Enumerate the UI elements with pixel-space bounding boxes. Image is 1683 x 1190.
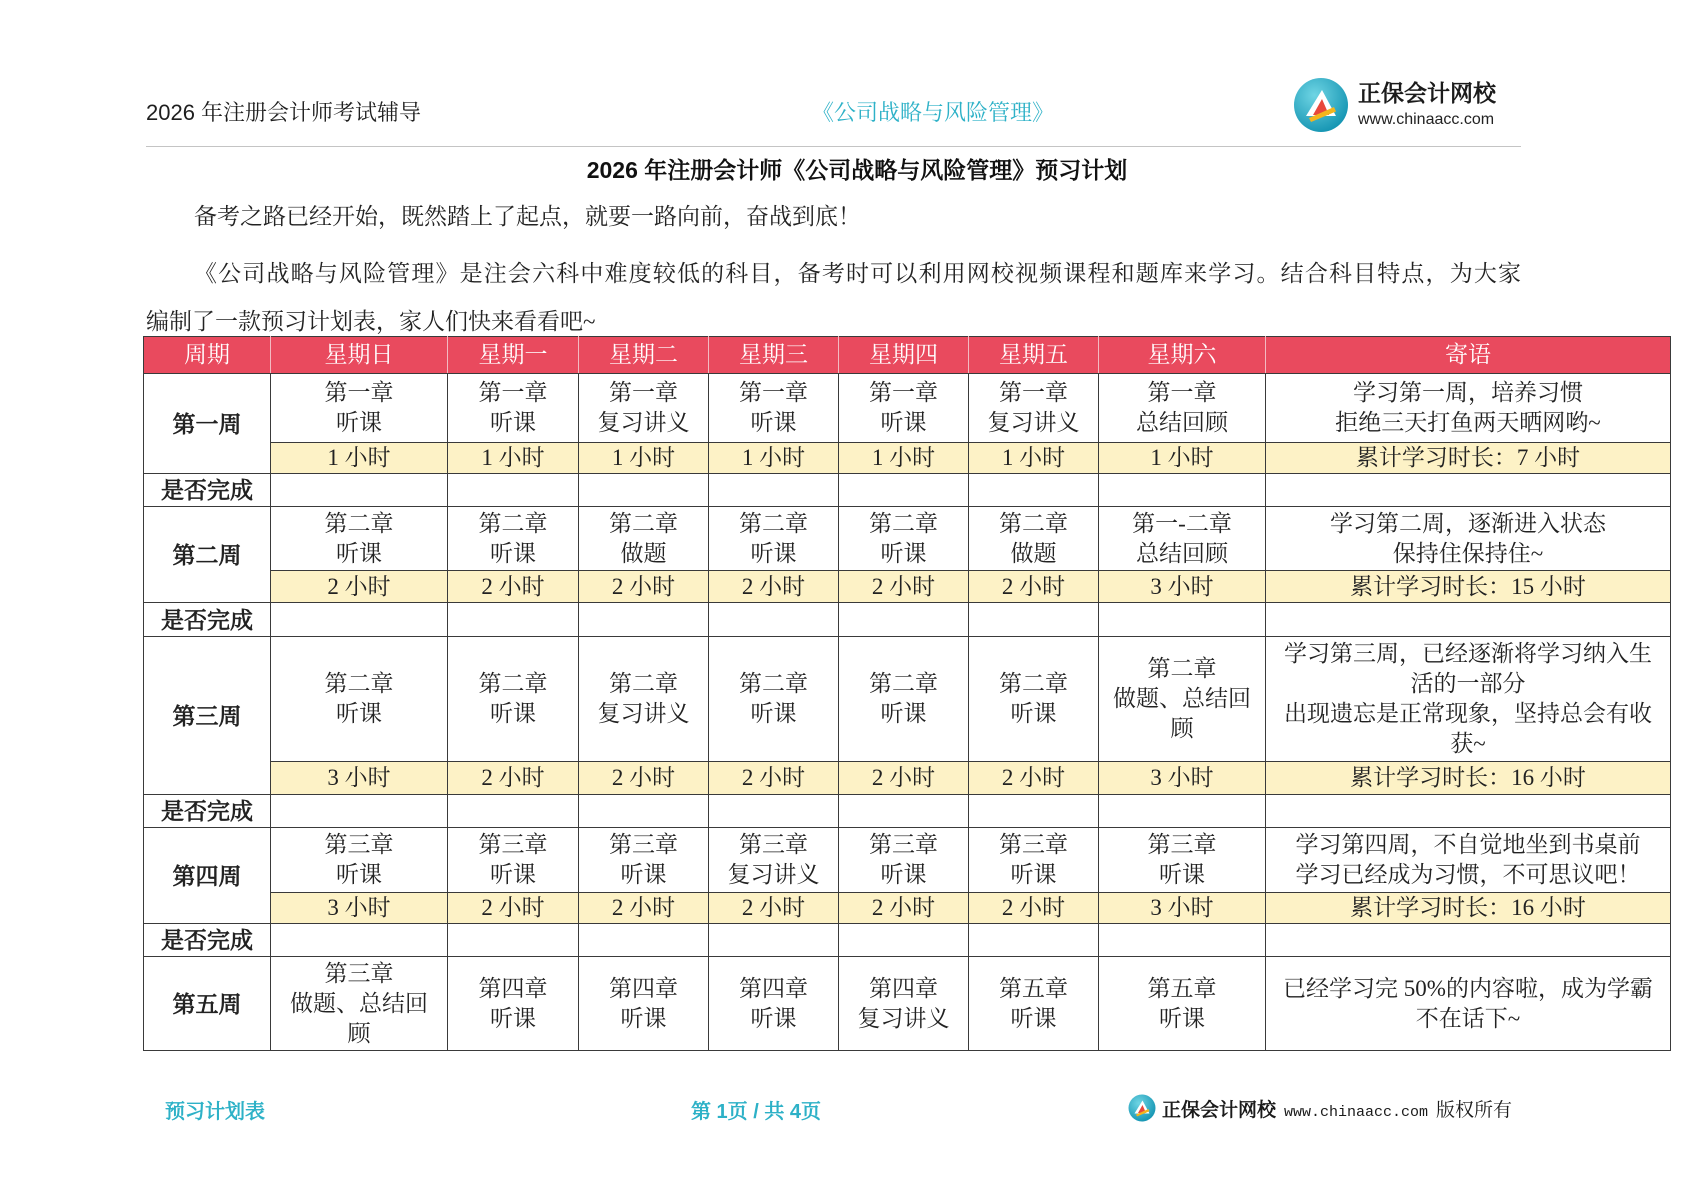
task-cell: [271, 828, 448, 893]
message-cell: [1266, 637, 1671, 762]
completion-cell: [579, 474, 709, 507]
task-chapter: 第一-二章: [1132, 510, 1232, 536]
footer-brand-name: 正保会计网校: [1162, 1100, 1277, 1121]
task-cell: [839, 957, 969, 1051]
completion-cell: [709, 795, 839, 828]
hours-cell: 2 小时: [448, 762, 579, 795]
task-cell: [579, 507, 709, 571]
task-activity: 复习讲义: [727, 862, 820, 887]
completion-cell: [1099, 603, 1266, 637]
column-header-friday: 星期五: [969, 337, 1099, 374]
message-cell: [1266, 828, 1671, 893]
study-plan-table: [143, 336, 1671, 1051]
task-chapter: 第二章: [478, 510, 548, 536]
task-cell: [709, 828, 839, 893]
task-cell: [839, 374, 969, 443]
message-line: 拒绝三天打鱼两天晒网哟~: [1335, 410, 1601, 435]
task-activity: 做题: [1010, 540, 1057, 566]
completion-cell: [579, 924, 709, 957]
completion-cell: [1099, 924, 1266, 957]
task-cell: [1099, 957, 1266, 1051]
column-header-message: 寄语: [1266, 337, 1671, 374]
task-cell: [271, 374, 448, 443]
task-activity: 听课: [336, 701, 382, 726]
hours-cell: 2 小时: [839, 571, 969, 603]
task-chapter: 第二章: [869, 671, 938, 696]
task-chapter: 第四章: [869, 975, 938, 1001]
hours-cell: 1 小时: [579, 443, 709, 474]
task-chapter: 第一章: [478, 380, 548, 405]
column-header-wednesday: 星期三: [709, 337, 839, 374]
task-cell: [969, 637, 1099, 762]
task-cell: [839, 637, 969, 762]
task-cell: [448, 374, 579, 443]
hours-cell: 2 小时: [969, 893, 1099, 924]
completion-cell: [271, 474, 448, 507]
hours-cell: 2 小时: [448, 571, 579, 603]
task-chapter: 第三章: [1147, 832, 1217, 857]
message-line: 保持住保持住~: [1392, 540, 1544, 566]
message-cell: [1266, 374, 1671, 443]
hours-cell: 2 小时: [709, 762, 839, 795]
task-activity: 听课: [1010, 1005, 1057, 1031]
task-chapter: 第二章: [739, 510, 808, 536]
completion-label: 是否完成: [144, 474, 271, 507]
task-chapter: 第二章: [869, 510, 938, 536]
task-activity: 听课: [620, 862, 667, 887]
exam-title: 2026 年注册会计师考试辅导: [146, 100, 422, 125]
task-activity: 总结回顾: [1136, 540, 1228, 566]
task-activity: 复习讲义: [597, 701, 690, 726]
task-chapter: 第一章: [324, 380, 394, 405]
hours-cell: 2 小时: [579, 893, 709, 924]
week-label: 第三周: [144, 637, 271, 795]
task-cell: [709, 637, 839, 762]
completion-cell: [579, 795, 709, 828]
hours-cell: 2 小时: [839, 893, 969, 924]
hours-cell: 3 小时: [1099, 571, 1266, 603]
task-activity: 听课: [490, 540, 536, 566]
task-cell: [448, 507, 579, 571]
hours-cell: 1 小时: [271, 443, 448, 474]
task-activity: 做题、总结回顾: [1113, 686, 1251, 741]
task-cell: [579, 828, 709, 893]
task-cell: [839, 828, 969, 893]
column-header-thursday: 星期四: [839, 337, 969, 374]
task-cell: [1099, 507, 1266, 571]
task-activity: 复习讲义: [857, 1005, 950, 1031]
week-label: 第五周: [144, 957, 271, 1051]
week-row: [144, 507, 1671, 571]
task-cell: [579, 637, 709, 762]
completion-cell: [448, 795, 579, 828]
document-title: 2026 年注册会计师《公司战略与风险管理》预习计划: [586, 157, 1128, 183]
task-chapter: 第二章: [609, 510, 678, 536]
task-chapter: 第二章: [324, 510, 394, 536]
completion-cell: [448, 603, 579, 637]
hours-cell: 2 小时: [448, 893, 579, 924]
task-cell: [448, 637, 579, 762]
task-chapter: 第一章: [869, 380, 938, 405]
task-chapter: 第二章: [999, 671, 1068, 696]
task-activity: 听课: [336, 862, 382, 887]
task-activity: 听课: [750, 1005, 797, 1031]
task-chapter: 第二章: [1147, 656, 1217, 681]
completion-cell: [448, 924, 579, 957]
task-chapter: 第二章: [478, 671, 548, 696]
hours-cell: 1 小时: [709, 443, 839, 474]
task-activity: 做题: [620, 540, 667, 566]
task-cell: [709, 957, 839, 1051]
task-activity: 复习讲义: [987, 410, 1080, 435]
hours-cell: 2 小时: [969, 762, 1099, 795]
completion-cell: [839, 924, 969, 957]
completion-label: 是否完成: [144, 795, 271, 828]
task-activity: 听课: [750, 701, 797, 726]
task-chapter: 第二章: [324, 671, 394, 696]
task-cell: [579, 374, 709, 443]
completion-row: [144, 603, 1671, 637]
task-cell: [969, 957, 1099, 1051]
task-chapter: 第三章: [869, 832, 938, 857]
chinaacc-logo-icon: [1293, 77, 1349, 133]
completion-cell: [839, 795, 969, 828]
header-divider: [146, 146, 1521, 147]
completion-cell: [579, 603, 709, 637]
column-header-saturday: 星期六: [1099, 337, 1266, 374]
task-chapter: 第四章: [609, 975, 678, 1001]
message-line: 已经学习完 50%的内容啦，成为学霸不在话下~: [1283, 975, 1653, 1031]
brand-name: 正保会计网校: [1358, 80, 1496, 106]
week-label: 第一周: [144, 374, 271, 474]
hours-cell: 1 小时: [839, 443, 969, 474]
column-header-period: 周期: [144, 337, 271, 374]
message-line: 学习第四周，不自觉地坐到书桌前: [1295, 832, 1641, 857]
completion-cell: [709, 924, 839, 957]
task-chapter: 第三章: [324, 832, 394, 857]
completion-cell: [709, 474, 839, 507]
completion-cell: [448, 474, 579, 507]
message-cell: [1266, 507, 1671, 571]
hours-row: [144, 443, 1671, 474]
message-line: 学习第二周，逐渐进入状态: [1330, 510, 1606, 536]
total-hours-cell: 累计学习时长：16 小时: [1266, 762, 1671, 795]
task-chapter: 第三章: [609, 832, 678, 857]
completion-cell: [271, 924, 448, 957]
message-cell: [1266, 957, 1671, 1051]
task-activity: 听课: [490, 862, 536, 887]
task-chapter: 第一章: [1147, 380, 1217, 405]
hours-cell: 3 小时: [271, 893, 448, 924]
week-label: 第二周: [144, 507, 271, 603]
hours-row: [144, 893, 1671, 924]
week-row: [144, 374, 1671, 443]
week-label: 第四周: [144, 828, 271, 924]
task-chapter: 第二章: [739, 671, 808, 696]
table-header-row: [144, 337, 1671, 374]
task-chapter: 第五章: [1147, 975, 1217, 1001]
task-cell: [969, 374, 1099, 443]
task-activity: 听课: [336, 540, 382, 566]
hours-cell: 3 小时: [1099, 762, 1266, 795]
hours-cell: 2 小时: [969, 571, 1099, 603]
completion-cell: [1266, 603, 1671, 637]
intro-paragraph-1: 备考之路已经开始，既然踏上了起点，就要一路向前，奋战到底！: [194, 204, 861, 229]
task-cell: [1099, 637, 1266, 762]
completion-label: 是否完成: [144, 603, 271, 637]
task-activity: 听课: [336, 410, 382, 435]
task-chapter: 第三章: [324, 960, 394, 986]
completion-row: [144, 474, 1671, 507]
task-cell: [448, 957, 579, 1051]
task-chapter: 第二章: [999, 510, 1068, 536]
task-activity: 听课: [1159, 1005, 1205, 1031]
column-header-monday: 星期一: [448, 337, 579, 374]
task-activity: 听课: [750, 410, 797, 435]
task-activity: 听课: [750, 540, 797, 566]
completion-row: [144, 795, 1671, 828]
completion-cell: [969, 924, 1099, 957]
task-activity: 总结回顾: [1136, 410, 1228, 435]
hours-cell: 3 小时: [1099, 893, 1266, 924]
hours-cell: 2 小时: [839, 762, 969, 795]
task-activity: 做题、总结回顾: [290, 990, 428, 1046]
footer-brand-url: www.chinaacc.com: [1284, 1104, 1429, 1121]
task-activity: 听课: [1010, 862, 1057, 887]
footer-rights: 版权所有: [1436, 1100, 1513, 1121]
task-activity: 听课: [880, 701, 927, 726]
subject-title: 《公司战略与风险管理》: [811, 100, 1054, 125]
week-row: [144, 828, 1671, 893]
column-header-sunday: 星期日: [271, 337, 448, 374]
completion-cell: [1266, 795, 1671, 828]
task-activity: 听课: [880, 410, 927, 435]
completion-cell: [1099, 795, 1266, 828]
completion-cell: [969, 795, 1099, 828]
task-cell: [709, 507, 839, 571]
task-activity: 听课: [490, 410, 536, 435]
task-cell: [839, 507, 969, 571]
task-chapter: 第三章: [478, 832, 548, 857]
completion-cell: [271, 603, 448, 637]
task-activity: 听课: [880, 540, 927, 566]
task-activity: 听课: [620, 1005, 667, 1031]
completion-cell: [969, 603, 1099, 637]
completion-cell: [1266, 474, 1671, 507]
hours-cell: 2 小时: [709, 571, 839, 603]
task-cell: [271, 507, 448, 571]
message-line: 出现遗忘是正常现象，坚持总会有收获~: [1284, 701, 1652, 756]
completion-cell: [1099, 474, 1266, 507]
task-cell: [969, 828, 1099, 893]
task-cell: [969, 507, 1099, 571]
intro-line-1: 《公司战略与风险管理》是注会六科中难度较低的科目，备考时可以利用网校视频课程和题库来学习。结合科目特点，为大家: [194, 261, 1521, 286]
task-chapter: 第一章: [999, 380, 1068, 405]
hours-row: [144, 762, 1671, 795]
hours-cell: 1 小时: [448, 443, 579, 474]
hours-cell: 3 小时: [271, 762, 448, 795]
task-activity: 听课: [490, 701, 536, 726]
task-activity: 听课: [880, 862, 927, 887]
footer-copyright: [1162, 1098, 1512, 1126]
brand-url: www.chinaacc.com: [1358, 111, 1495, 128]
hours-cell: 1 小时: [969, 443, 1099, 474]
task-cell: [271, 637, 448, 762]
hours-cell: 2 小时: [579, 571, 709, 603]
task-chapter: 第二章: [609, 671, 678, 696]
completion-cell: [839, 603, 969, 637]
task-chapter: 第一章: [739, 380, 808, 405]
task-activity: 听课: [490, 1005, 536, 1031]
hours-cell: 2 小时: [271, 571, 448, 603]
task-chapter: 第三章: [999, 832, 1068, 857]
message-line: 学习第三周，已经逐渐将学习纳入生活的一部分: [1284, 641, 1652, 696]
chinaacc-logo-icon: [1128, 1094, 1156, 1122]
week-row: [144, 957, 1671, 1051]
intro-line-2: 编制了一款预习计划表，家人们快来看看吧~: [146, 309, 596, 334]
task-cell: [709, 374, 839, 443]
hours-cell: 1 小时: [1099, 443, 1266, 474]
intro-paragraph-2: [146, 250, 1521, 346]
week-row: [144, 637, 1671, 762]
hours-cell: 2 小时: [579, 762, 709, 795]
footer-section-label: 预习计划表: [165, 1101, 265, 1123]
task-cell: [448, 828, 579, 893]
completion-cell: [709, 603, 839, 637]
hours-row: [144, 571, 1671, 603]
completion-row: [144, 924, 1671, 957]
completion-cell: [271, 795, 448, 828]
table-body: [144, 374, 1671, 1051]
column-header-tuesday: 星期二: [579, 337, 709, 374]
task-chapter: 第四章: [739, 975, 808, 1001]
completion-cell: [839, 474, 969, 507]
task-cell: [1099, 828, 1266, 893]
total-hours-cell: 累计学习时长：15 小时: [1266, 571, 1671, 603]
task-cell: [271, 957, 448, 1051]
page-number: 第 1页 / 共 4页: [690, 1101, 822, 1123]
task-activity: 听课: [1010, 701, 1057, 726]
footer-logo-graphic: [1128, 1094, 1156, 1122]
completion-cell: [1266, 924, 1671, 957]
logo-graphic: [1293, 77, 1349, 133]
message-line: 学习已经成为习惯，不可思议吧！: [1295, 862, 1641, 887]
completion-label: 是否完成: [144, 924, 271, 957]
task-activity: 听课: [1159, 862, 1205, 887]
task-chapter: 第五章: [999, 975, 1068, 1001]
task-chapter: 第一章: [609, 380, 678, 405]
completion-cell: [969, 474, 1099, 507]
hours-cell: 2 小时: [709, 893, 839, 924]
total-hours-cell: 累计学习时长：16 小时: [1266, 893, 1671, 924]
task-activity: 复习讲义: [597, 410, 690, 435]
total-hours-cell: 累计学习时长：7 小时: [1266, 443, 1671, 474]
message-line: 学习第一周，培养习惯: [1353, 380, 1583, 405]
task-cell: [579, 957, 709, 1051]
task-chapter: 第四章: [478, 975, 548, 1001]
task-chapter: 第三章: [739, 832, 808, 857]
task-cell: [1099, 374, 1266, 443]
